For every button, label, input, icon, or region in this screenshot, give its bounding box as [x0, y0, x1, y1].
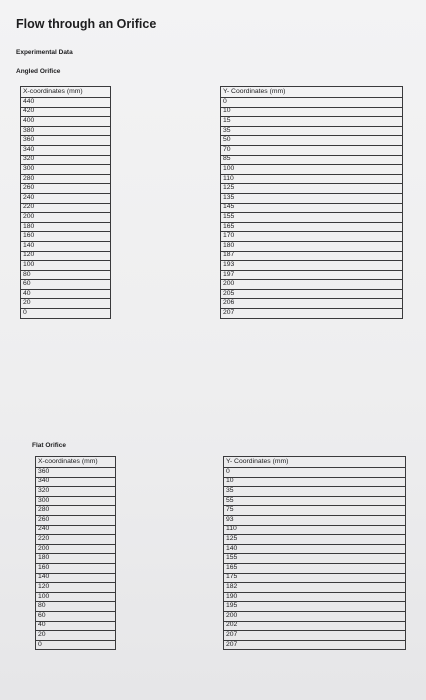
- x-coordinate-cell: 200: [36, 544, 116, 554]
- x-coordinate-cell: 280: [21, 174, 111, 184]
- column-gap: [116, 535, 224, 545]
- column-gap: [111, 126, 221, 136]
- column-gap: [116, 477, 224, 487]
- y-coordinate-cell: 125: [224, 535, 406, 545]
- y-coordinate-cell: 197: [221, 270, 403, 280]
- column-gap: [111, 155, 221, 165]
- y-coordinate-cell: 182: [224, 583, 406, 593]
- y-coordinate-cell: 15: [221, 117, 403, 127]
- x-coordinate-cell: 360: [36, 468, 116, 478]
- y-coordinate-cell: 207: [224, 640, 406, 650]
- x-coordinate-cell: 60: [21, 280, 111, 290]
- y-coordinate-cell: 207: [221, 309, 403, 319]
- column-gap: [111, 165, 221, 175]
- x-coordinate-cell: 100: [21, 261, 111, 271]
- x-coordinate-cell: 20: [21, 299, 111, 309]
- column-gap: [116, 592, 224, 602]
- flat-orifice-label: Flat Orifice: [32, 442, 66, 449]
- table-row: [21, 174, 403, 184]
- y-coordinate-cell: 85: [221, 155, 403, 165]
- column-gap: [116, 457, 224, 468]
- y-coordinate-cell: 110: [224, 525, 406, 535]
- x-coordinate-cell: 100: [36, 592, 116, 602]
- y-coordinate-cell: 155: [224, 554, 406, 564]
- table-row: [36, 554, 406, 564]
- x-coordinate-cell: 360: [21, 136, 111, 146]
- table-row: [36, 592, 406, 602]
- y-coordinate-cell: 10: [224, 477, 406, 487]
- y-coordinate-cell: 193: [221, 261, 403, 271]
- column-gap: [116, 573, 224, 583]
- column-gap: [116, 525, 224, 535]
- table-row: [21, 184, 403, 194]
- x-coordinate-cell: 140: [21, 241, 111, 251]
- y-coordinate-cell: 0: [224, 468, 406, 478]
- y-coordinate-cell: 125: [221, 184, 403, 194]
- column-gap: [116, 583, 224, 593]
- table-row: [36, 640, 406, 650]
- document-subtitle: Experimental Data: [16, 49, 73, 56]
- column-gap: [116, 515, 224, 525]
- table-row: [36, 525, 406, 535]
- column-gap: [111, 309, 221, 319]
- x-coordinate-cell: 80: [21, 270, 111, 280]
- y-coordinate-cell: 200: [221, 280, 403, 290]
- table-row: [36, 602, 406, 612]
- column-gap: [111, 241, 221, 251]
- x-coordinate-cell: 240: [36, 525, 116, 535]
- column-gap: [111, 87, 221, 98]
- table-row: [36, 515, 406, 525]
- y-coordinate-cell: 145: [221, 203, 403, 213]
- x-coordinate-cell: 320: [21, 155, 111, 165]
- column-gap: [116, 631, 224, 641]
- flat-orifice-table: [35, 456, 406, 650]
- column-gap: [111, 136, 221, 146]
- column-gap: [116, 611, 224, 621]
- x-coordinate-cell: 160: [36, 563, 116, 573]
- y-coordinate-cell: 202: [224, 621, 406, 631]
- column-gap: [111, 213, 221, 223]
- table-row: [21, 193, 403, 203]
- column-gap: [111, 299, 221, 309]
- column-gap: [111, 280, 221, 290]
- column-gap: [111, 107, 221, 117]
- y-coordinate-cell: 35: [224, 487, 406, 497]
- column-gap: [111, 261, 221, 271]
- column-gap: [111, 145, 221, 155]
- y-coordinate-cell: 195: [224, 602, 406, 612]
- x-coordinate-cell: 140: [36, 573, 116, 583]
- y-coordinate-cell: 75: [224, 506, 406, 516]
- x-coordinate-cell: 400: [21, 117, 111, 127]
- table-row: [21, 107, 403, 117]
- table-row: [21, 270, 403, 280]
- x-coordinate-cell: 0: [36, 640, 116, 650]
- column-gap: [116, 544, 224, 554]
- column-gap: [111, 203, 221, 213]
- y-coordinate-cell: 50: [221, 136, 403, 146]
- y-coordinates-header: Y- Coordinates (mm): [224, 457, 406, 468]
- table-row: [36, 621, 406, 631]
- y-coordinate-cell: 110: [221, 174, 403, 184]
- table-row: [21, 213, 403, 223]
- column-gap: [111, 174, 221, 184]
- y-coordinate-cell: 187: [221, 251, 403, 261]
- x-coordinate-cell: 300: [36, 496, 116, 506]
- y-coordinate-cell: 10: [221, 107, 403, 117]
- y-coordinate-cell: 165: [221, 222, 403, 232]
- y-coordinate-cell: 207: [224, 631, 406, 641]
- x-coordinates-header: X-coordinates (mm): [21, 87, 111, 98]
- x-coordinate-cell: 240: [21, 193, 111, 203]
- x-coordinate-cell: 300: [21, 165, 111, 175]
- table-row: [21, 232, 403, 242]
- table-row: [36, 544, 406, 554]
- x-coordinate-cell: 260: [36, 515, 116, 525]
- table-row: [36, 468, 406, 478]
- y-coordinate-cell: 140: [224, 544, 406, 554]
- x-coordinate-cell: 120: [21, 251, 111, 261]
- x-coordinate-cell: 180: [21, 222, 111, 232]
- y-coordinate-cell: 180: [221, 241, 403, 251]
- angled-orifice-label: Angled Orifice: [16, 68, 61, 75]
- x-coordinates-header: X-coordinates (mm): [36, 457, 116, 468]
- table-row: [21, 136, 403, 146]
- table-row: [21, 241, 403, 251]
- column-gap: [111, 289, 221, 299]
- column-gap: [116, 640, 224, 650]
- column-gap: [111, 193, 221, 203]
- x-coordinate-cell: 60: [36, 611, 116, 621]
- y-coordinate-cell: 93: [224, 515, 406, 525]
- y-coordinate-cell: 100: [221, 165, 403, 175]
- y-coordinates-header: Y- Coordinates (mm): [221, 87, 403, 98]
- y-coordinate-cell: 155: [221, 213, 403, 223]
- table-row: [21, 117, 403, 127]
- column-gap: [111, 222, 221, 232]
- table-row: [21, 299, 403, 309]
- column-gap: [116, 496, 224, 506]
- column-gap: [111, 270, 221, 280]
- x-coordinate-cell: 260: [21, 184, 111, 194]
- y-coordinate-cell: 190: [224, 592, 406, 602]
- y-coordinate-cell: 170: [221, 232, 403, 242]
- y-coordinate-cell: 200: [224, 611, 406, 621]
- x-coordinate-cell: 20: [36, 631, 116, 641]
- table-row: [36, 477, 406, 487]
- table-row: [36, 487, 406, 497]
- x-coordinate-cell: 220: [36, 535, 116, 545]
- column-gap: [116, 487, 224, 497]
- y-coordinate-cell: 165: [224, 563, 406, 573]
- table-row: [21, 155, 403, 165]
- column-gap: [111, 98, 221, 108]
- table-row: [21, 251, 403, 261]
- x-coordinate-cell: 200: [21, 213, 111, 223]
- table-row: [21, 98, 403, 108]
- table-header-row: [36, 457, 406, 468]
- table-row: [21, 289, 403, 299]
- x-coordinate-cell: 40: [21, 289, 111, 299]
- x-coordinate-cell: 80: [36, 602, 116, 612]
- x-coordinate-cell: 160: [21, 232, 111, 242]
- x-coordinate-cell: 40: [36, 621, 116, 631]
- column-gap: [116, 468, 224, 478]
- y-coordinate-cell: 0: [221, 98, 403, 108]
- table-row: [21, 203, 403, 213]
- table-header-row: [21, 87, 403, 98]
- column-gap: [111, 232, 221, 242]
- table-row: [21, 261, 403, 271]
- column-gap: [116, 602, 224, 612]
- x-coordinate-cell: 320: [36, 487, 116, 497]
- x-coordinate-cell: 440: [21, 98, 111, 108]
- table-row: [21, 222, 403, 232]
- table-row: [36, 631, 406, 641]
- x-coordinate-cell: 380: [21, 126, 111, 136]
- angled-orifice-table: [20, 86, 403, 319]
- table-row: [21, 145, 403, 155]
- document-title: Flow through an Orifice: [16, 17, 157, 31]
- table-row: [36, 563, 406, 573]
- table-row: [36, 583, 406, 593]
- x-coordinate-cell: 0: [21, 309, 111, 319]
- table-row: [36, 506, 406, 516]
- column-gap: [116, 506, 224, 516]
- y-coordinate-cell: 175: [224, 573, 406, 583]
- x-coordinate-cell: 120: [36, 583, 116, 593]
- x-coordinate-cell: 180: [36, 554, 116, 564]
- y-coordinate-cell: 70: [221, 145, 403, 155]
- table-row: [21, 309, 403, 319]
- table-row: [21, 126, 403, 136]
- y-coordinate-cell: 206: [221, 299, 403, 309]
- column-gap: [116, 554, 224, 564]
- table-row: [21, 280, 403, 290]
- column-gap: [111, 251, 221, 261]
- x-coordinate-cell: 220: [21, 203, 111, 213]
- table-row: [36, 573, 406, 583]
- table-row: [21, 165, 403, 175]
- column-gap: [111, 184, 221, 194]
- x-coordinate-cell: 340: [21, 145, 111, 155]
- x-coordinate-cell: 420: [21, 107, 111, 117]
- y-coordinate-cell: 205: [221, 289, 403, 299]
- table-row: [36, 496, 406, 506]
- y-coordinate-cell: 55: [224, 496, 406, 506]
- x-coordinate-cell: 280: [36, 506, 116, 516]
- column-gap: [116, 621, 224, 631]
- x-coordinate-cell: 340: [36, 477, 116, 487]
- table-row: [36, 535, 406, 545]
- column-gap: [116, 563, 224, 573]
- column-gap: [111, 117, 221, 127]
- y-coordinate-cell: 135: [221, 193, 403, 203]
- y-coordinate-cell: 35: [221, 126, 403, 136]
- table-row: [36, 611, 406, 621]
